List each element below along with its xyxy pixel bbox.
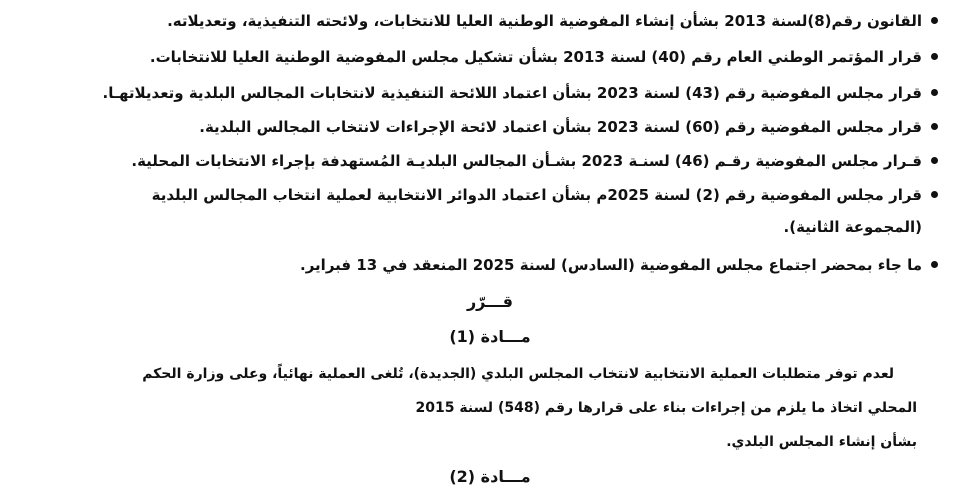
reference-item <box>199 117 938 137</box>
bullet-icon <box>931 157 938 164</box>
article-1-heading: مـــادة (1) <box>449 327 531 346</box>
bullet-icon <box>931 123 938 130</box>
bullet-icon <box>931 191 938 198</box>
reference-item <box>300 255 938 275</box>
reference-text: قرار مجلس المفوضية رقم (2) لسنة 2025م بشأن اعتماد الدوائر الانتخابية لعملية انتخاب المجالس البلدية <box>151 186 922 204</box>
reference-text: قرار المؤتمر الوطني العام رقم (40) لسنة 2013 بشأن تشكيل مجلس المفوضية الوطنية العليا للانتخابات. <box>149 48 922 66</box>
bullet-icon <box>931 89 938 96</box>
reference-item <box>103 83 938 103</box>
reference-text: قـرار مجلس المفوضية رقـم (46) لسنـة 2023 بشـأن المجالس البلديـة المُستهدفة بإجراء الانتخابات المحلية. <box>131 152 922 170</box>
reference-text: ما جاء بمحضر اجتماع مجلس المفوضية (السادس) لسنة 2025 المنعقد في 13 فبراير. <box>300 256 922 274</box>
article-1-text: بشأن إنشاء المجلس البلدي. <box>726 434 917 450</box>
bullet-icon <box>931 261 938 268</box>
reference-item <box>131 151 938 171</box>
reference-continuation <box>784 217 922 237</box>
bullet-icon <box>931 17 938 24</box>
article-1-text: لعدم توفر متطلبات العملية الانتخابية لانتخاب المجلس البلدي (الجديدة)، تُلغى العملية نهائياً، وعلى وزارة الحكم <box>142 366 894 382</box>
reference-item <box>150 47 938 67</box>
reference-text: القانون رقم(8)لسنة 2013 بشأن إنشاء المفوضية الوطنية العليا للانتخابات، ولائحته التنفيذية، وتعديلاته. <box>167 12 922 30</box>
reference-text: (المجموعة الثانية). <box>783 218 922 236</box>
reference-text: قرار مجلس المفوضية رقم (60) لسنة 2023 بشأن اعتماد لائحة الإجراءات لانتخاب المجالس البلدية. <box>199 118 922 136</box>
bullet-icon <box>931 53 938 60</box>
reference-item <box>167 11 938 31</box>
reference-item <box>152 185 938 205</box>
reference-text: قرار مجلس المفوضية رقم (43) لسنة 2023 بشأن اعتماد اللائحة التنفيذية لانتخابات المجالس البلدية وتعديلاتهـا. <box>102 84 922 102</box>
article-1-text: المحلي اتخاذ ما يلزم من إجراءات بناء على قرارها رقم (548) لسنة 2015 <box>415 400 917 416</box>
article-2-heading: مـــادة (2) <box>449 467 531 486</box>
decision-heading: قـــرّر <box>466 292 514 311</box>
